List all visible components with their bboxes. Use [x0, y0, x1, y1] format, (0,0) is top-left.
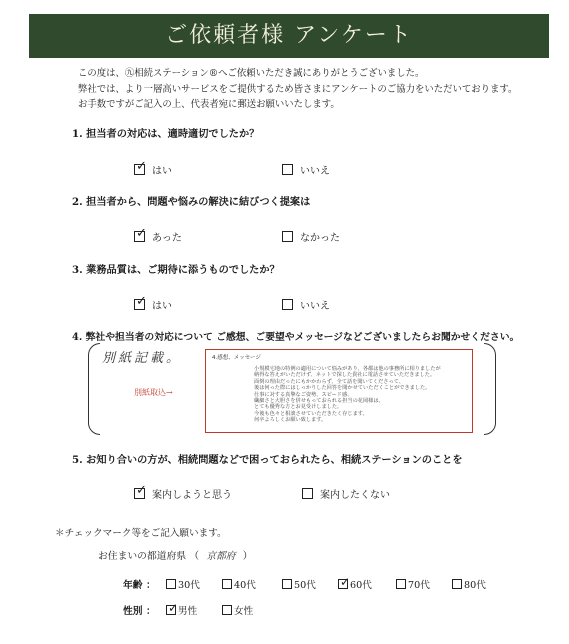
question-3: 3. 業務品質は、ご期待に添うものでしたか？	[72, 264, 280, 276]
checkbox[interactable]	[166, 601, 179, 615]
checkbox[interactable]	[134, 294, 147, 310]
option-label: 30代	[178, 580, 200, 591]
paren-open: （	[189, 551, 200, 562]
q2-option-yes[interactable]	[134, 226, 182, 244]
intro-line: お手数ですがご記入の上、代表者宛に郵送お願いいたします。	[78, 99, 340, 110]
checkbox[interactable]	[222, 579, 232, 589]
age-option-40[interactable]	[222, 577, 256, 591]
q1-option-no[interactable]	[282, 162, 330, 177]
checkbox[interactable]	[338, 575, 351, 589]
q5-option-yes[interactable]	[134, 483, 232, 501]
message-box-title: 4.感想、メッセージ	[212, 355, 261, 361]
bracket-right	[484, 343, 496, 435]
message-line: 納得な答えがいただけず、ネットで探した貴社に電話させていただきました。	[254, 372, 436, 379]
message-line: 今後も色々と相談させていただきたく存じます。	[254, 410, 368, 417]
message-line: 何卒よろしくお願い致します。	[254, 417, 327, 424]
bracket-left	[88, 343, 100, 435]
paren-close: ）	[242, 551, 253, 562]
option-label: あった	[152, 233, 182, 244]
question-4: 4. 弊社や担当者の対応について ご感想、ご要望やメッセージなどございましたらお聞かせください。	[72, 332, 520, 343]
option-label: 案内しようと思う	[152, 490, 232, 501]
option-label: いいえ	[300, 166, 330, 177]
age-option-30[interactable]	[166, 577, 200, 591]
prefecture-label: お住まいの都道府県	[98, 551, 187, 562]
message-line: 面倒の理由だったにもかかわらず、全て話を聞いてくださって、	[254, 378, 404, 385]
check-mark-icon: ✓	[136, 483, 147, 498]
message-line: 繊細さと大胆さを併せもっておられる担当の花岡様は、	[254, 398, 384, 405]
question-2: 2. 担当者から、問題や悩みの解決に結びつく提案は	[72, 196, 311, 208]
checkbox[interactable]	[302, 488, 313, 499]
option-label: 60代	[350, 580, 372, 591]
checkbox[interactable]	[282, 299, 293, 310]
check-mark-icon: ✓	[136, 294, 147, 309]
q5-option-no[interactable]	[302, 486, 390, 501]
option-label: 70代	[408, 580, 430, 591]
option-label: 80代	[464, 580, 486, 591]
option-label: はい	[152, 166, 172, 177]
check-mark-icon: ✓	[168, 601, 179, 615]
prefecture-value[interactable]: 京都府	[206, 551, 236, 562]
check-mark-icon: ✓	[136, 159, 147, 174]
gender-option-female[interactable]	[222, 603, 253, 617]
question-1: 1. 担当者の対応は、適時適切でしたか？	[72, 128, 260, 140]
intro-text	[78, 66, 517, 113]
message-line: 後は何った際にはしっかりした回答を聞かせていただくことができました。	[254, 385, 431, 392]
option-label: 40代	[234, 580, 256, 591]
checkbox[interactable]	[282, 231, 293, 242]
age-option-80[interactable]	[452, 577, 486, 591]
checkbox[interactable]	[166, 579, 176, 589]
message-line: とても優秀な方とお見受けしました。	[254, 404, 343, 411]
message-line: 仕事に対する真摯なご姿勢、スピード感、	[254, 391, 353, 398]
q3-option-yes[interactable]	[134, 294, 172, 312]
message-box	[205, 349, 473, 433]
checkbox[interactable]	[396, 579, 406, 589]
age-label: 年齢 ：	[123, 580, 156, 591]
separate-sheet-note: 別紙取込→	[134, 388, 173, 397]
age-option-70[interactable]	[396, 577, 430, 591]
comment-area	[88, 343, 496, 435]
check-mark-icon: ✓	[136, 226, 147, 241]
prefecture-row	[98, 548, 253, 562]
checkbox[interactable]	[134, 226, 147, 242]
q3-option-no[interactable]	[282, 297, 330, 312]
option-label: はい	[152, 301, 172, 312]
message-line: 小規模宅地の特例の適用について悩みがあり、各都は他の事務所に相りましたが	[254, 366, 441, 372]
survey-title: ご依頼者様 アンケート	[29, 14, 549, 58]
checkbox[interactable]	[134, 159, 147, 175]
option-label: 案内したくない	[320, 490, 390, 501]
check-instruction: ＊チェックマーク等をご記入願います。	[55, 528, 227, 539]
q1-option-yes[interactable]	[134, 159, 172, 177]
gender-option-male[interactable]	[166, 603, 197, 617]
q2-option-no[interactable]	[282, 229, 340, 244]
handwritten-comment: 別紙記載。	[102, 351, 183, 366]
intro-line: この度は、㊈相続ステーション®へご依頼いただき誠にありがとうございました。	[78, 68, 425, 79]
question-5: 5. お知り合いの方が、相続問題などで困っておられたら、相続ステーションのことを	[72, 454, 463, 466]
checkbox[interactable]	[222, 605, 232, 615]
option-label: いいえ	[300, 301, 330, 312]
intro-line: 弊社では、より一層高いサービスをご提供するため皆さまにアンケートのご協力をいただいております。	[78, 83, 518, 95]
checkbox[interactable]	[452, 579, 462, 589]
checkbox[interactable]	[134, 483, 147, 499]
checkbox[interactable]	[282, 579, 292, 589]
check-mark-icon: ✓	[340, 575, 351, 589]
age-option-60[interactable]	[338, 577, 372, 591]
option-label: 男性	[178, 606, 198, 617]
option-label: 女性	[234, 606, 254, 617]
checkbox[interactable]	[282, 164, 293, 175]
age-option-50[interactable]	[282, 577, 316, 591]
gender-label: 性別 ：	[123, 606, 156, 617]
option-label: 50代	[294, 580, 316, 591]
option-label: なかった	[300, 233, 340, 244]
